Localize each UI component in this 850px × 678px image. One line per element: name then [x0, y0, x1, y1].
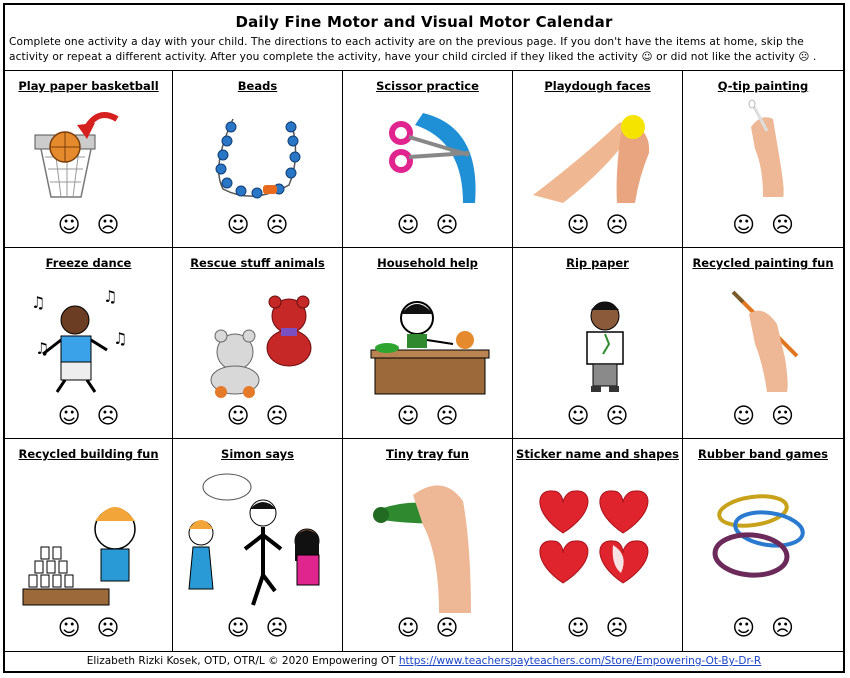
sad-face-icon[interactable]: ☹: [96, 616, 120, 641]
activity-cell: [683, 71, 843, 248]
sad-face-icon[interactable]: ☹: [771, 616, 794, 641]
sad-face-icon[interactable]: ☹: [771, 213, 794, 238]
sad-face-icon[interactable]: ☹: [96, 404, 120, 429]
activity-cell: [173, 71, 343, 248]
sad-face-icon[interactable]: ☹: [771, 404, 794, 429]
three-kids-icon: [183, 465, 333, 613]
activity-label: Sticker name and shapes: [516, 447, 679, 461]
rating-faces: [683, 214, 843, 238]
activity-cell: [343, 71, 513, 248]
activity-cell: [683, 439, 843, 651]
rating-faces: [513, 214, 682, 238]
rating-faces: [173, 214, 342, 238]
svg-text:♫: ♫: [35, 339, 50, 358]
happy-face-icon[interactable]: ☺: [57, 213, 81, 238]
rating-faces: [5, 214, 172, 238]
activity-label: Recycled building fun: [18, 447, 159, 461]
sad-face-icon[interactable]: ☹: [265, 616, 289, 641]
page-footer: [5, 651, 843, 671]
activity-label: Simon says: [221, 447, 294, 461]
activity-label: Rescue stuff animals: [190, 256, 325, 270]
heart-stickers-icon: [523, 465, 673, 613]
calendar-header: [5, 5, 843, 71]
sad-face-icon[interactable]: ☹: [605, 616, 629, 641]
activity-grid: [5, 71, 843, 651]
activity-label: Beads: [237, 79, 278, 93]
activity-label: Household help: [377, 256, 478, 270]
rating-faces: [513, 405, 682, 429]
rating-faces: [173, 617, 342, 641]
happy-face-icon[interactable]: ☺: [396, 616, 420, 641]
store-link[interactable]: https://www.teacherspayteachers.com/Store/Empowering-Ot-By-Dr-R: [398, 655, 762, 667]
activity-label: Play paper basketball: [18, 79, 159, 93]
sad-face-icon[interactable]: ☹: [605, 404, 629, 429]
activity-cell: [173, 439, 343, 651]
boy-at-sink-icon: [353, 274, 503, 398]
happy-face-icon[interactable]: ☺: [566, 616, 590, 641]
activity-label: Q-tip painting: [717, 79, 809, 93]
rating-faces: [343, 214, 512, 238]
paintbrush-hand-icon: [693, 274, 833, 398]
happy-face-icon[interactable]: ☺: [57, 616, 81, 641]
scissors-icon: [353, 97, 503, 207]
activity-label: Tiny tray fun: [386, 447, 469, 461]
happy-face-icon[interactable]: ☺: [226, 404, 250, 429]
svg-text:♫: ♫: [103, 287, 118, 306]
activity-cell: [513, 439, 683, 651]
activity-label: Rubber band games: [697, 447, 828, 461]
rubber-bands-icon: [693, 465, 833, 613]
happy-face-icon[interactable]: ☺: [396, 404, 420, 429]
svg-text:♫: ♫: [113, 329, 128, 348]
sad-face-icon[interactable]: ☹: [265, 213, 289, 238]
basketball-hoop-icon: [15, 97, 163, 207]
happy-face-icon[interactable]: ☺: [226, 616, 250, 641]
activity-label: Playdough faces: [544, 79, 651, 93]
sad-face-icon[interactable]: ☹: [96, 213, 120, 238]
activity-label: Rip paper: [566, 256, 629, 270]
playdough-hands-icon: [523, 97, 673, 207]
rating-faces: [683, 617, 843, 641]
sad-face-icon[interactable]: ☹: [435, 616, 459, 641]
activity-cell: [513, 71, 683, 248]
instructions-text: Complete one activity a day with your child. The directions to each activity are on the previous page. If you don't have the items at home, skip the activity or repeat a different activity. After you complete the activity, have your child circled if they liked the activity ☺ or did not like the activity ☹ .: [9, 36, 817, 63]
footer-credit: Elizabeth Rizki Kosek, OTD, OTR/L © 2020 Empowering OT: [86, 655, 399, 667]
page-title: Daily Fine Motor and Visual Motor Calendar: [235, 13, 613, 31]
activity-cell: [5, 439, 173, 651]
activity-label: Recycled painting fun: [692, 256, 834, 270]
bead-necklace-icon: [183, 97, 333, 207]
svg-text:♫: ♫: [31, 293, 46, 312]
dancing-boy-icon: [15, 274, 163, 398]
activity-cell: [5, 71, 173, 248]
happy-face-icon[interactable]: ☺: [732, 213, 755, 238]
rating-faces: [5, 617, 172, 641]
sad-face-icon[interactable]: ☹: [265, 404, 289, 429]
happy-face-icon[interactable]: ☺: [566, 404, 590, 429]
sad-face-icon[interactable]: ☹: [435, 404, 459, 429]
activity-cell: [343, 439, 513, 651]
happy-face-icon[interactable]: ☺: [57, 404, 81, 429]
card-house-girl-icon: [15, 465, 163, 613]
activity-label: Freeze dance: [45, 256, 132, 270]
rating-faces: [173, 405, 342, 429]
activity-cell: [343, 248, 513, 439]
rating-faces: [683, 405, 843, 429]
rating-faces: [5, 405, 172, 429]
rating-faces: [343, 405, 512, 429]
happy-face-icon[interactable]: ☺: [566, 213, 590, 238]
rating-faces: [513, 617, 682, 641]
sad-face-icon[interactable]: ☹: [435, 213, 459, 238]
qtip-hand-icon: [693, 97, 833, 207]
calendar-page: [3, 3, 845, 673]
activity-cell: [5, 248, 173, 439]
activity-cell: [513, 248, 683, 439]
sad-face-icon[interactable]: ☹: [605, 213, 629, 238]
activity-cell: [173, 248, 343, 439]
activity-label: Scissor practice: [376, 79, 479, 93]
happy-face-icon[interactable]: ☺: [226, 213, 250, 238]
happy-face-icon[interactable]: ☺: [732, 616, 755, 641]
happy-face-icon[interactable]: ☺: [732, 404, 755, 429]
tweezers-hand-icon: [353, 465, 503, 613]
teddy-bears-icon: [183, 274, 333, 398]
happy-face-icon[interactable]: ☺: [396, 213, 420, 238]
rating-faces: [343, 617, 512, 641]
boy-with-paper-icon: [523, 274, 673, 398]
activity-cell: [683, 248, 843, 439]
